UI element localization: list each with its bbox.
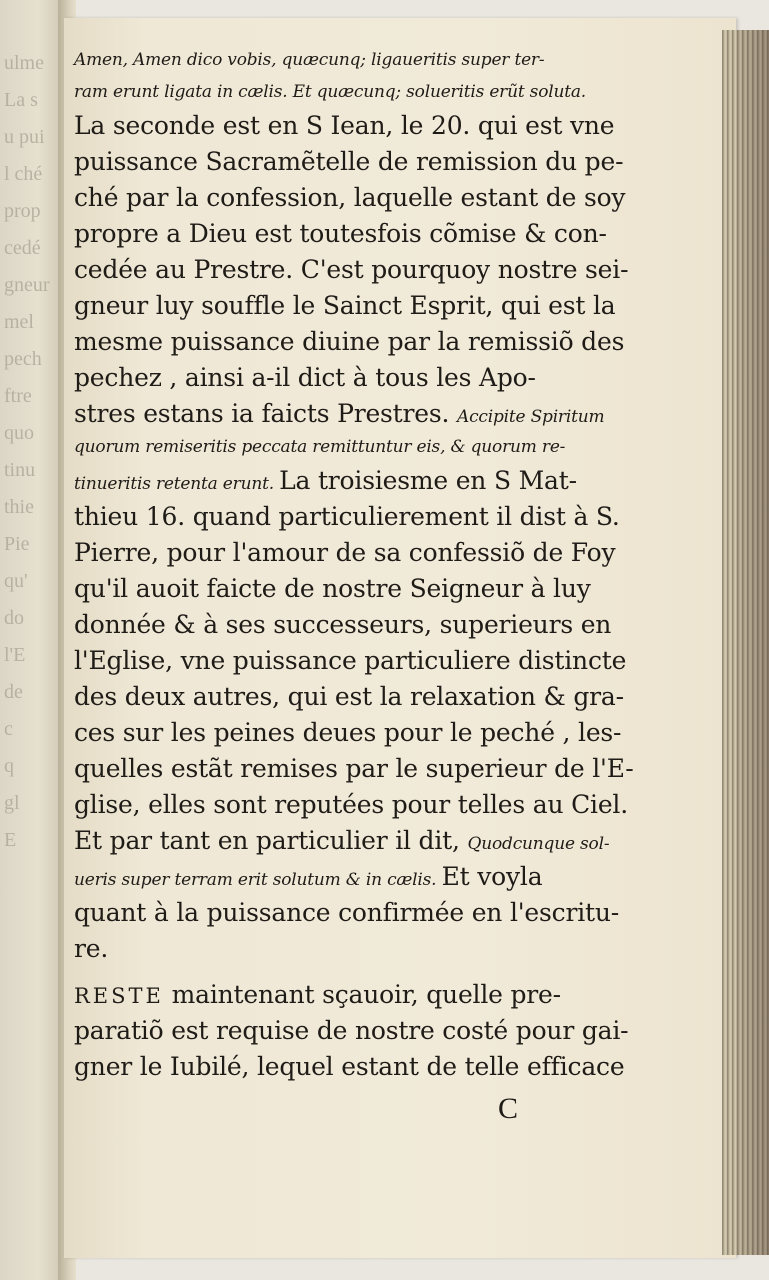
text-line: [74, 931, 640, 967]
text-line: [74, 823, 640, 859]
facing-page-fragment: ulme: [4, 52, 44, 74]
text-span: qu'il auoit faicte de nostre Seigneur à luy: [74, 574, 591, 603]
text-span: Et voyla: [441, 862, 543, 891]
facing-page-fragment: de: [4, 681, 23, 703]
text-span: maintenant sçauoir, quelle pre-: [163, 980, 561, 1009]
facing-page-fragment: do: [4, 607, 24, 629]
text-span: cedée au Prestre. C'est pourquoy nostre sei-: [74, 255, 629, 284]
text-span: tinueritis retenta erunt.: [74, 474, 280, 494]
text-line: [74, 77, 640, 108]
text-span: RESTE: [74, 984, 164, 1008]
text-span: re.: [74, 934, 109, 963]
facing-page-fragment: pech: [4, 348, 42, 370]
text-span: ueris super terram erit solutum & in cælis.: [74, 870, 442, 890]
text-line: [74, 895, 640, 931]
text-line: [74, 977, 640, 1013]
text-span: Et par tant en particulier il dit,: [74, 826, 468, 855]
text-line: [74, 108, 640, 144]
text-line: [74, 679, 640, 715]
text-line: [74, 396, 640, 432]
text-line: [74, 180, 640, 216]
text-span: ces sur les peines deues pour le peché , les-: [74, 718, 622, 747]
facing-page-fragment: q: [4, 755, 14, 777]
text-span: puissance Sacramẽtelle de remission du pe-: [74, 147, 624, 176]
text-line: [74, 535, 640, 571]
text-span: Pierre, pour l'amour de sa confessiõ de Foy: [74, 538, 616, 567]
text-line: [74, 216, 640, 252]
facing-page-fragment: cedé: [4, 237, 41, 259]
text-line: [74, 144, 640, 180]
text-line: [74, 607, 640, 643]
text-span: pechez , ainsi a-il dict à tous les Apo-: [74, 363, 536, 392]
text-line: [74, 715, 640, 751]
text-line: [74, 1013, 640, 1049]
signature-mark: C: [498, 1092, 519, 1125]
text-span: Amen, Amen dico vobis, quæcunq; ligaueritis super ter-: [74, 50, 545, 70]
text-span: ram erunt ligata in cælis. Et quæcunq; solueritis erũt soluta.: [74, 82, 587, 102]
facing-page-fragment: thie: [4, 496, 34, 518]
facing-page-fragment: l'E: [4, 644, 26, 666]
text-line: [74, 360, 640, 396]
text-span: ché par la confession, laquelle estant de soy: [74, 183, 626, 212]
text-line: [74, 787, 640, 823]
text-line: [74, 859, 640, 895]
text-span: quant à la puissance confirmée en l'escritu-: [74, 898, 619, 927]
text-span: quelles estãt remises par le superieur de l'E-: [74, 754, 634, 783]
facing-page-fragment: qu': [4, 570, 28, 592]
facing-page-fragment: E: [4, 829, 17, 851]
text-span: l'Eglise, vne puissance particuliere distincte: [74, 646, 627, 675]
facing-page-fragment: La s: [4, 89, 38, 111]
facing-page: [0, 0, 64, 1280]
text-span: stres estans ia faicts Prestres.: [74, 399, 457, 428]
text-line: [74, 324, 640, 360]
text-span: glise, elles sont reputées pour telles au Ciel.: [74, 790, 628, 819]
text-line: [74, 432, 640, 463]
text-span: quorum remiseritis peccata remittuntur eis, & quorum re-: [74, 437, 566, 457]
page-edge-shadow: [736, 30, 769, 1255]
facing-page-fragment: quo: [4, 422, 34, 444]
text-span: La troisiesme en S Mat-: [279, 466, 577, 495]
text-span: donnée & à ses successeurs, superieurs en: [74, 610, 612, 639]
text-line: [74, 571, 640, 607]
facing-page-fragment: gl: [4, 792, 20, 814]
text-line: [74, 463, 640, 499]
text-line: [74, 44, 640, 77]
text-line: [74, 252, 640, 288]
text-line: [74, 1049, 640, 1085]
text-span: thieu 16. quand particulierement il dist à S.: [74, 502, 620, 531]
facing-page-fragment: tinu: [4, 459, 36, 481]
facing-page-fragment: Pie: [4, 533, 30, 555]
text-line: [74, 499, 640, 535]
text-span: mesme puissance diuine par la remissiõ des: [74, 327, 625, 356]
text-span: Quodcunque sol-: [467, 834, 610, 854]
text-line: [74, 751, 640, 787]
facing-page-fragment: mel: [4, 311, 34, 333]
facing-page-fragment: gneur: [4, 274, 50, 296]
text-span: gner le Iubilé, lequel estant de telle efficace: [74, 1052, 625, 1081]
facing-page-fragment: ftre: [4, 385, 32, 407]
facing-page-fragment: u pui: [4, 126, 45, 148]
text-span: des deux autres, qui est la relaxation & gra-: [74, 682, 624, 711]
text-span: La seconde est en S Iean, le 20. qui est vne: [74, 111, 615, 140]
text-span: gneur luy souffle le Sainct Esprit, qui est la: [74, 291, 616, 320]
facing-page-fragment: c: [4, 718, 13, 740]
text-line: [74, 288, 640, 324]
text-span: Accipite Spiritum: [457, 407, 605, 427]
text-line: [74, 643, 640, 679]
facing-page-fragment: prop: [4, 200, 41, 222]
page-text: [74, 44, 640, 1085]
text-span: propre a Dieu est toutesfois cõmise & con-: [74, 219, 607, 248]
text-span: paratiõ est requise de nostre costé pour gai-: [74, 1016, 629, 1045]
facing-page-fragment: l ché: [4, 163, 43, 185]
